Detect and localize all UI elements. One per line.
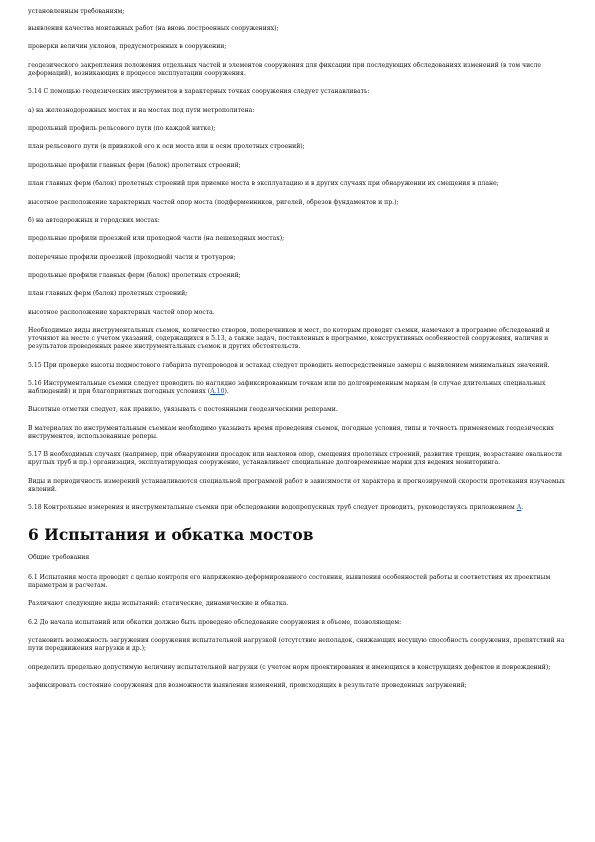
paragraph: определить предельно допустимую величину испытательной нагрузки (с учетом норм проектирования и имеющихся в конструкциях дефектов и повреждений); [28, 663, 551, 671]
paragraph: продольные профили проезжей или проходной части (на пешеходных мостах); [28, 235, 285, 243]
paragraph: 5.14 С помощью геодезических инструментов в характерных точках сооружения следует устанавливать: [28, 88, 370, 96]
paragraph: продольный профиль рельсового пути (по каждой нитке); [28, 124, 216, 132]
paragraph: зафиксировать состояние сооружения для возможности выявления изменений, происходящих в результате проведенных загружений; [28, 681, 467, 689]
paragraph: а) на железнодорожных мостах и на мостах под пути метрополитена: [28, 106, 255, 114]
paragraph-text: ). [224, 388, 229, 396]
section-heading: 6 Испытания и обкатка мостов [28, 524, 314, 544]
paragraph: план главных ферм (балок) пролетных строений при приемке моста в эксплуатацию и в других случаях при обнаружении их смещения в плане; [28, 180, 499, 188]
paragraph-5-15: 5.15 При проверке высоты подмостового габарита путепроводов и эстакад следует проводить непосредственные замеры с выявлением минимальных значений. [28, 361, 550, 369]
paragraph: 6.2 До начала испытаний или обкатки должно быть проведено обследование сооружения в объеме, позволяющем: [28, 618, 402, 626]
paragraph: установить возможность загружения сооружения испытательной нагрузкой (отсутствие неполадок, снижающих несущую способность сооружения, препятствий на пути передвижения нагрузки и др.); [28, 637, 565, 653]
paragraph-5-17: 5.17 В необходимых случаях (например, при обнаружении просадок или наклонов опор, смещения пролетных строений, развития трещин, возрастание овальности круглых труб и пр.) организация, эксплуатирующая сооружение, устанавливает специальные долговременные марки для ведения мониторинга. [28, 451, 563, 467]
paragraph-5-16 [28, 380, 575, 396]
paragraph-height-marks: Высотные отметки следует, как правило, увязывать с постоянными геодезическими реперами. [28, 406, 338, 414]
paragraph-measurement-types: Виды и периодичность измерений устанавливаются специальной программой работ в зависимости от характера и прогнозируемой скорости протекания изучаемых явлений. [28, 477, 565, 493]
paragraph: проверки величин уклонов, предусмотренных в сооружении; [28, 43, 227, 51]
paragraph: 6.1 Испытания моста проводят с целью контроля его напряженно-деформированного состояния, выявления особенностей работы и соответствия их проектным параметрам и расчетам. [28, 573, 551, 589]
paragraph-text: 5.18 Контрольные измерения и инструментальные съемки при обследовании водопропускных труб следует проводить, руководствуясь приложением [28, 503, 517, 511]
paragraph: продольные профили главных ферм (балок) пролетных строений; [28, 272, 241, 280]
paragraph: выявления качества монтажных работ (на вновь построенных сооружениях); [28, 25, 279, 32]
paragraph: высотное расположение характерных частей опор моста. [28, 308, 215, 316]
paragraph: установленным требованиям; [28, 8, 125, 15]
paragraph: план рельсового пути (в привязкой его к оси моста или к осям пролетных строений); [28, 143, 305, 151]
paragraph-text: 5.16 Инструментальные съемки следует проводить по наглядно зафиксированным точкам или по долговременным маркам (в случае длительных специальных наблюдений) и при благоприятных погодных условиях ( [28, 380, 546, 396]
appendix-link-a10[interactable]: А.10 [210, 388, 225, 396]
paragraph: геодезического закрепления положения отдельных частей и элементов сооружения для фиксации при последующих обследованиях изменений (в том числе деформаций), возникающих в процессе эксплуатации сооружения. [28, 61, 542, 77]
paragraph-necessary-surveys: Необходимые виды инструментальных съемок, количество створов, поперечников и мест, по которым проводят съемки, намечают в программе обследований и уточняют на месте с учетом указаний, содержащихся в 5.13, а также задач, поставленных в программе, конструктивных особенностей сооружения, наличия и результатов проведенных ранее инструментальных съемок и других обстоятельств. [28, 327, 550, 351]
subsection-heading: Общие требования [28, 553, 90, 561]
paragraph: продольные профили главных ферм (балок) пролетных строений; [28, 161, 241, 169]
paragraph: Различают следующие виды испытаний: статические, динамические и обкатка. [28, 600, 289, 608]
paragraph: б) на автодорожных и городских мостах: [28, 216, 160, 224]
top-paragraphs [28, 8, 575, 317]
paragraph: высотное расположение характерных частей опор моста (подферменников, ригелей, обрезов фундаментов и пр.); [28, 198, 399, 206]
paragraph-5-18 [28, 504, 575, 512]
paragraph: поперечные профили проезжей (проходной) части и тротуаров; [28, 253, 236, 261]
paragraph: план главных ферм (балок) пролетных строений; [28, 290, 188, 298]
appendix-link-a[interactable]: А [516, 503, 522, 511]
paragraph-survey-materials: В материалах по инструментальным съемкам необходимо указывать время проведения съемок, погодные условия, типы и точность применяемых геодезических инструментов, использованные реперы. [28, 424, 554, 440]
bottom-paragraphs [28, 574, 575, 690]
paragraph-text: . [521, 503, 524, 511]
